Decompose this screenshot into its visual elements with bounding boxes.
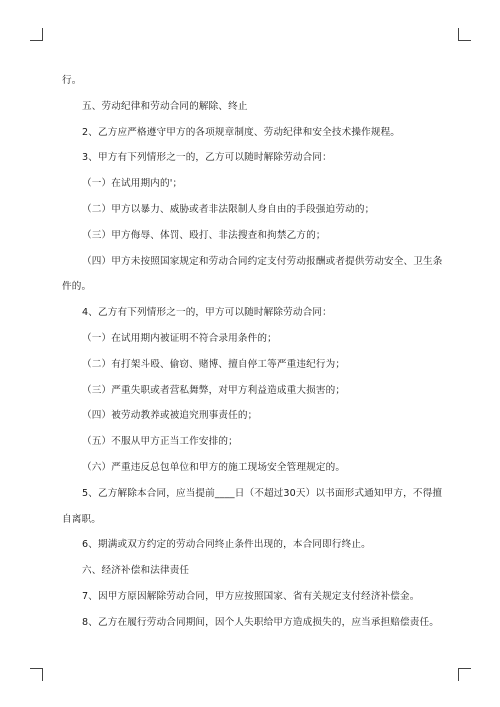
sub-item: （四）被劳动教养或被追究刑事责任的； [82,410,258,422]
sub-item: （一）在试用期内的'； [82,178,183,190]
crop-mark-top-left [30,28,43,41]
paragraph: 行。 [62,75,82,86]
sub-item: （二）甲方以暴力、威胁或者非法限制人身自由的手段强迫劳动的； [82,203,375,215]
sub-item: （四）甲方未按照国家规定和劳动合同约定支付劳动报酬或者提供劳动安全、卫生条件的。 [62,255,443,293]
crop-mark-bottom-left [30,668,43,681]
clause: 7、因甲方原因解除劳动合同，甲方应按照国家、省有关规定支付经济补偿金。 [82,590,420,602]
clause: 6、期满或双方约定的劳动合同终止条件出现的，本合同即行终止。 [82,539,371,551]
document-body [62,68,448,636]
section-heading: 五、劳动纪律和劳动合同的解除、终止 [82,100,248,112]
crop-mark-bottom-right [458,668,471,681]
sub-item: （三）甲方侮辱、体罚、殴打、非法搜查和拘禁乙方的； [82,229,326,241]
clause: 2、乙方应严格遵守甲方的各项规章制度、劳动纪律和安全技术操作规程。 [82,126,401,138]
crop-mark-top-right [458,28,471,41]
clause: 8、乙方在履行劳动合同期间，因个人失职给甲方造成损失的，应当承担赔偿责任。 [82,616,440,628]
section-heading: 六、经济补偿和法律责任 [82,565,190,577]
clause: 5、乙方解除本合同，应当提前____日（不超过30天）以书面形式通知甲方，不得擅自离职。 [62,487,443,525]
sub-item: （五）不服从甲方正当工作安排的； [82,436,238,448]
sub-item: （二）有打架斗殴、偷窃、赌博、擅自停工等严重违纪行为； [82,358,346,370]
sub-item: （一）在试用期内被证明不符合录用条件的； [82,332,277,344]
sub-item: （三）严重失职或者营私舞弊，对甲方利益造成重大损害的； [82,384,346,396]
clause: 4、乙方有下列情形之一的，甲方可以随时解除劳动合同： [82,307,332,319]
sub-item: （六）严重违反总包单位和甲方的施工现场安全管理规定的。 [82,461,346,473]
clause: 3、甲方有下列情形之一的，乙方可以随时解除劳动合同： [82,152,332,164]
